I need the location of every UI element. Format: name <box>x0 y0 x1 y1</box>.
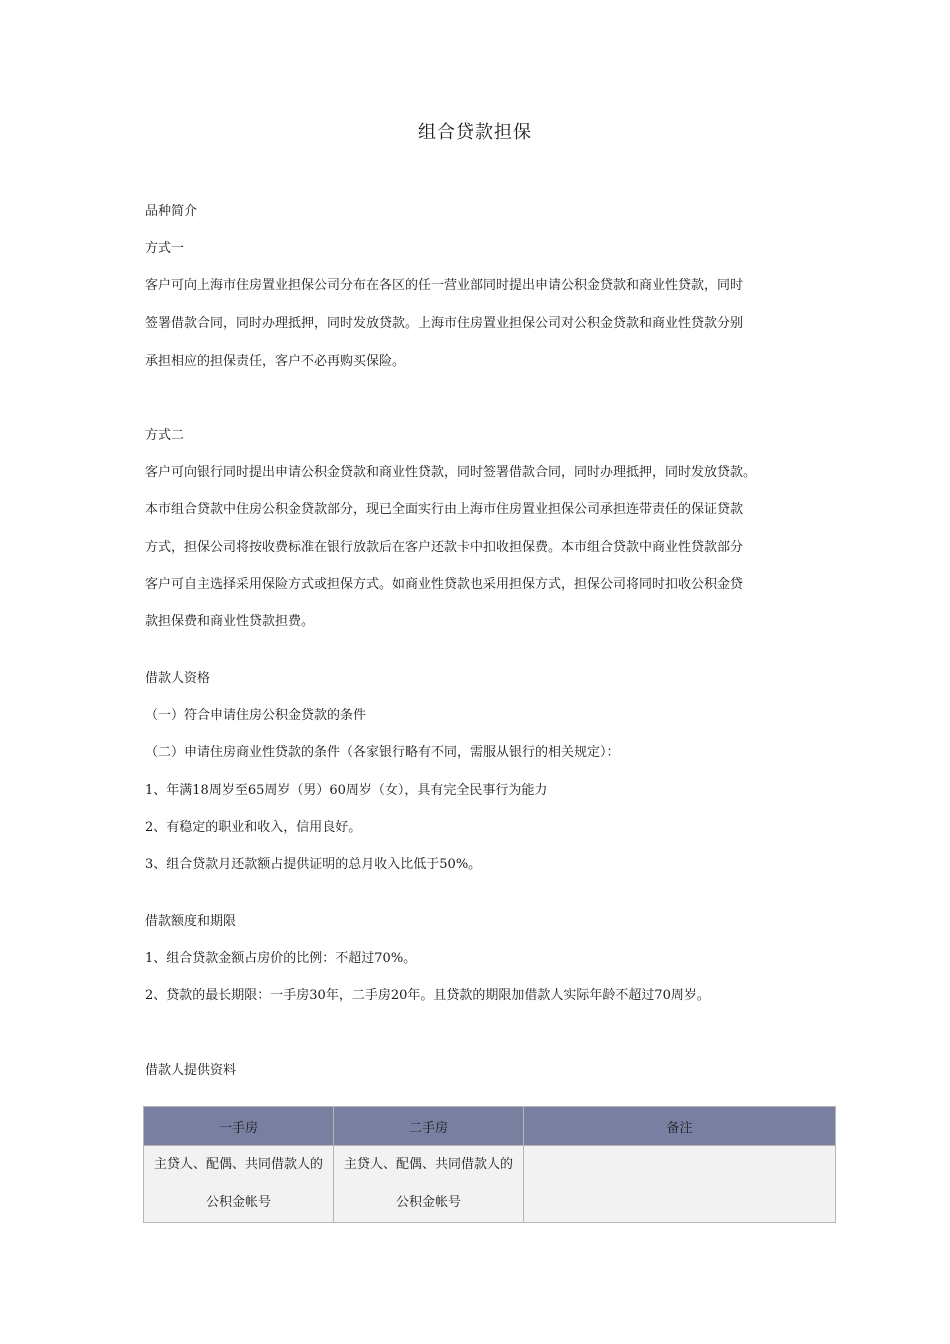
cell-second-hand-line-2: 公积金帐号 <box>395 1195 461 1210</box>
table-row <box>144 1146 836 1223</box>
header-new-house: 一手房 <box>144 1107 334 1146</box>
cell-new-house <box>144 1146 334 1223</box>
method2-line-4: 客户可自主选择采用保险方式或担保方式。如商业性贷款也采用担保方式，担保公司将同时扣收公积金贷 <box>145 577 744 592</box>
method2-line-1: 客户可向银行同时提出申请公积金贷款和商业性贷款，同时签署借款合同，同时办理抵押，同时发放贷款。 <box>145 465 757 480</box>
header-remarks: 备注 <box>524 1107 836 1146</box>
limits-line-2: 2、贷款的最长期限：一手房30年，二手房20年。且贷款的期限加借款人实际年龄不超过70周岁。 <box>145 988 710 1003</box>
eligibility-heading: 借款人资格 <box>145 671 211 686</box>
header-second-hand-house: 二手房 <box>334 1107 524 1146</box>
table-header-row <box>144 1107 836 1146</box>
method1-heading: 方式一 <box>145 241 185 256</box>
eligibility-line-3: 1、年满18周岁至65周岁（男）60周岁（女），具有完全民事行为能力 <box>145 783 548 798</box>
method2-line-5: 款担保费和商业性贷款担费。 <box>145 614 315 629</box>
method2-line-3: 方式，担保公司将按收费标准在银行放款后在客户还款卡中扣收担保费。本市组合贷款中商业性贷款部分 <box>145 540 744 555</box>
eligibility-line-5: 3、组合贷款月还款额占提供证明的总月收入比低于50%。 <box>145 857 482 872</box>
method1-line-3: 承担相应的担保责任，客户不必再购买保险。 <box>145 354 406 369</box>
eligibility-line-2: （二）申请住房商业性贷款的条件（各家银行略有不同，需服从银行的相关规定）： <box>145 745 620 760</box>
method1-line-2: 签署借款合同，同时办理抵押，同时发放贷款。上海市住房置业担保公司对公积金贷款和商业性贷款分别 <box>145 316 744 331</box>
cell-new-house-line-1: 主贷人、配偶、共同借款人的 <box>153 1157 323 1172</box>
method2-line-2: 本市组合贷款中住房公积金贷款部分，现已全面实行由上海市住房置业担保公司承担连带责任的保证贷款 <box>145 502 744 517</box>
method1-line-1: 客户可向上海市住房置业担保公司分布在各区的任一营业部同时提出申请公积金贷款和商业性贷款，同时 <box>145 278 744 293</box>
page-title: 组合贷款担保 <box>418 122 532 143</box>
cell-remarks <box>524 1146 836 1223</box>
eligibility-line-4: 2、有稳定的职业和收入，信用良好。 <box>145 820 362 835</box>
cell-new-house-line-2: 公积金帐号 <box>205 1195 271 1210</box>
documents-heading: 借款人提供资料 <box>145 1063 237 1078</box>
limits-line-1: 1、组合贷款金额占房价的比例：不超过70%。 <box>145 951 417 966</box>
limits-heading: 借款额度和期限 <box>145 914 237 929</box>
eligibility-line-1: （一）符合申请住房公积金贷款的条件 <box>145 708 367 723</box>
intro-heading: 品种简介 <box>145 204 198 219</box>
documents-table <box>143 1106 836 1223</box>
cell-second-hand-line-1: 主贷人、配偶、共同借款人的 <box>343 1157 513 1172</box>
cell-second-hand-house <box>334 1146 524 1223</box>
method2-heading: 方式二 <box>145 428 185 443</box>
